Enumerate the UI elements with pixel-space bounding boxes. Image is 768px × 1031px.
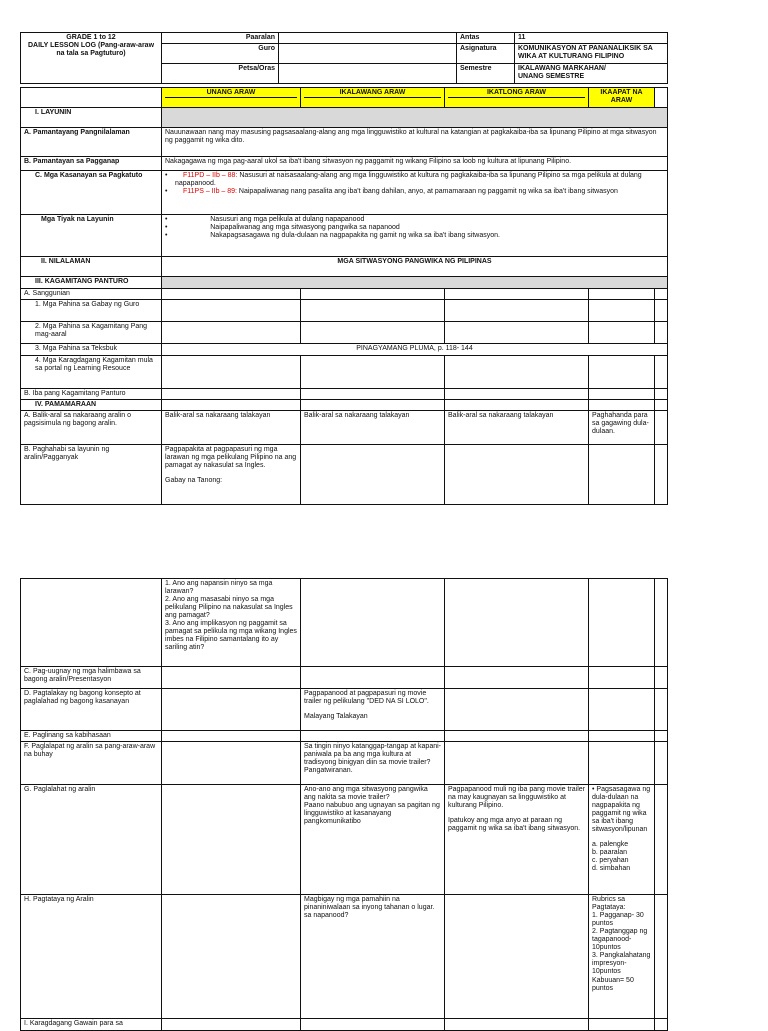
day-4-header: IKAAPAT NA ARAW [589, 88, 655, 108]
lesson-log-page-2 [20, 578, 667, 1031]
kasanayan-desc-1: Nasusuri at naisasaalang-alang ang mga lingguwistiko at kultura ng pagkakaiba-iba sa lipunang Pilipino sa mga pelikula at dulang napapanood. [175, 172, 642, 188]
paglalapat-label: F. Paglalapat ng aralin sa pang-araw-araw na buhay [21, 742, 162, 785]
log-title [21, 33, 162, 84]
antas-label: Antas [457, 33, 515, 44]
ref-gabay-label: 1. Mga Pahina sa Gabay ng Guro [21, 300, 162, 322]
paaralan-label: Paaralan [162, 33, 279, 44]
kasanayan-desc-2: Naipapaliwanag nang pasalita ang iba't ibang dahilan, anyo, at pamamaraan ng paggamit ng wika sa iba't ibang sitwasyon [236, 188, 618, 196]
kagamitang-heading: III. KAGAMITANG PANTURO [21, 277, 162, 289]
pagtalakay-day2 [301, 689, 445, 731]
pamantayang-label: A. Pamantayang Pangnilalaman [21, 128, 162, 157]
day-3-header [445, 88, 589, 108]
nilalaman-value: MGA SITWASYONG PANGWIKA NG PILIPINAS [162, 257, 668, 277]
paglalahat-day3-text-b: Ipatukoy ang mga anyo at paraan ng paggamit ng wika sa iba't ibang sitwasyon. [448, 817, 581, 833]
gabay-na-tanong: Gabay na Tanong: [165, 477, 223, 485]
ref-portal-label: 4. Mga Karagdagang Kagamitan mula sa portal ng Learning Resouce [21, 356, 162, 389]
kasanayan-text [162, 171, 668, 215]
paghahabi-label: B. Paghahabi sa layunin ng aralin/Pagganyak [21, 445, 162, 505]
kasanayan-item-2: • F11PS – IIb – 89: Naipapaliwanag nang pasalita ang iba't ibang dahilan, anyo, at pamamaraan ng paggamit ng wika sa iba't ibang sitwasyon [165, 188, 618, 196]
day-2-label: IKALAWANG ARAW [304, 89, 441, 98]
balik-aral-day3: Balik-aral sa nakaraang talakayan [445, 411, 589, 445]
layunin-heading: I. LAYUNIN [21, 108, 162, 128]
pamamaraan-heading: IV. PAMAMARAAN [21, 400, 162, 411]
asignatura-value: KOMUNIKASYON AT PANANALIKSIK SA WIKA AT KULTURANG FILIPINO [515, 44, 668, 64]
guro-label: Guro [162, 44, 279, 64]
malayang-talakayan: Malayang Talakayan [304, 713, 368, 721]
petsa-field[interactable] [279, 64, 457, 84]
tiyak-item-text: Nakapagsasagawa ng dula-dulaan na nagpapakita ng gamit ng wika sa iba't ibang sitwasyon. [210, 232, 500, 240]
lesson-log-page-1 [20, 32, 667, 505]
kasanayan-label: C. Mga Kasanayan sa Pagkatuto [21, 171, 162, 215]
kasanayan-code-2: F11PS – IIb – 89: [183, 188, 237, 196]
day-3-label: IKATLONG ARAW [448, 89, 585, 98]
day-1-header [162, 88, 301, 108]
tiyak-item-text: Naipapaliwanag ang mga sitwasyong pangwika sa napanood [210, 224, 400, 232]
paglalahat-day3 [445, 785, 589, 895]
lesson-table-1 [20, 87, 668, 505]
paglalahat-day4-text: • Pagsasagawa ng dula-dulaan na nagpapakita ng paggamit ng wika sa iba't ibang sitwasyon/lipunan [592, 786, 651, 834]
ref-teksbuk-value: PINAGYAMANG PLUMA, p. 118- 144 [162, 344, 668, 356]
tiyak-item: • Nakapagsasagawa ng dula-dulaan na nagpapakita ng gamit ng wika sa iba't ibang sitwasyon. [165, 232, 500, 240]
paaralan-field[interactable] [279, 33, 457, 44]
petsa-label: Petsa/Oras [162, 64, 279, 84]
pagtataya-day2: Magbigay ng mga pamahiin na pinaniniwalaan sa inyong tahanan o lugar. sa napanood? [301, 895, 445, 1019]
layunin-shade [162, 108, 668, 128]
paglinang-label: E. Paglinang sa kabihasaan [21, 731, 162, 742]
semestre-value [515, 64, 668, 84]
pagganap-label: B. Pamantayan sa Pagganap [21, 157, 162, 171]
paglalahat-day4 [589, 785, 655, 895]
paghahabi-day1-text: Pagpapakita at pagpapasuri ng mga larawan ng mga pelikulang Pilipino na ang pamagat ay nakasulat sa Ingles. [165, 446, 297, 470]
balik-aral-label: A. Balik-aral sa nakaraang aralin o pagsisimula ng bagong aralin. [21, 411, 162, 445]
sanggunian-label: A. Sanggunian [21, 289, 162, 300]
margin-cell [655, 88, 668, 108]
paglalahat-label: G. Paglalahat ng aralin [21, 785, 162, 895]
paglalahat-day4-list: a. palengke b. paaralan c. peryahan d. simbahan [592, 841, 631, 873]
tiyak-list [162, 215, 668, 257]
semestre-value-2: UNANG SEMESTRE [518, 73, 585, 81]
tiyak-label: Mga Tiyak na Layunin [21, 215, 162, 257]
kasanayan-code-1: F11PD – IIb – 88: [183, 172, 238, 180]
karagdagang-label: I. Karagdagang Gawain para sa [21, 1019, 162, 1031]
paglalapat-day2: Sa tingin ninyo katanggap-tangap at kapani-paniwala pa ba ang mga kultura at tradisyong binigyan diin sa movie trailer? Pangatwiranan. [301, 742, 445, 785]
balik-aral-day1: Balik-aral sa nakaraang talakayan [162, 411, 301, 445]
pagtataya-rubrics: Rubrics sa Pagtataya: 1. Pagganap- 30 puntos 2. Pagtanggap ng tagapanood-10puntos 3. Pangkalahatang impresyon-10puntos Kabuuan= 50 puntos [589, 895, 655, 1019]
title-line-2: DAILY LESSON LOG (Pang-araw-araw na tala sa Pagtuturo) [27, 42, 155, 58]
semestre-value-1: IKALAWANG MARKAHAN/ [518, 65, 606, 73]
pagganap-text: Nakagagawa ng mga pag-aaral ukol sa iba't ibang sitwasyon ng paggamit ng wikang Filipino sa loob ng kultura at lipunang Pilipino. [162, 157, 668, 171]
paghahabi-day1 [162, 445, 301, 505]
ref-teksbuk-label: 3. Mga Pahina sa Teksbuk [21, 344, 162, 356]
iba-pang-label: B. Iba pang Kagamitang Panturo [21, 389, 162, 400]
pag-uugnay-label: C. Pag-uugnay ng mga halimbawa sa bagong aralin/Presentasyon [21, 667, 162, 689]
lesson-table-2 [20, 578, 668, 1031]
antas-value: 11 [515, 33, 668, 44]
tiyak-item: • Naipapaliwanag ang mga sitwasyong pangwika sa napanood [165, 224, 400, 232]
tiyak-item-text: Nasusuri ang mga pelikula at dulang napapanood [210, 216, 365, 224]
ref-kagamitang-label: 2. Mga Pahina sa Kagamitang Pang mag-aaral [21, 322, 162, 344]
kasanayan-item-1: • F11PD – IIb – 88: Nasusuri at naisasaalang-alang ang mga lingguwistiko at kultura ng pagkakaiba-iba sa lipunang Pilipino sa mga pelikula at dulang napapanood. [165, 172, 642, 188]
asignatura-label: Asignatura [457, 44, 515, 64]
gabay-questions: 1. Ano ang napansin ninyo sa mga larawan? 2. Ano ang masasabi ninyo sa mga pelikulang Pilipino na nakasulat sa Ingles ang pamagat? 3. Ano ang implikasyon ng paggamit sa pamagat sa pelikula ng mga wikang Ingles imbes na Filipino samantalang ito ay sariling atin? [162, 579, 301, 667]
paglalahat-day2: Ano-ano ang mga sitwasyong pangwika ang nakita sa movie trailer? Paano nabubuo ang ugnayan sa pagitan ng lingguwistiko at kasanayang pangkomunikatibo [301, 785, 445, 895]
pamantayang-text: Nauunawaan nang may masusing pagsasaalang-alang ang mga lingguwistiko at kultural na katangian at pagkakaiba-iba sa lipunang Pilipino at mga sitwasyon ng paggamit ng wika dito. [162, 128, 668, 157]
balik-aral-day4: Paghahanda para sa gagawing dula-dulaan. [589, 411, 655, 445]
pagtalakay-day2-text: Pagpapanood at pagpapasuri ng movie trailer ng pelikulang "DED NA SI LOLO". [304, 690, 429, 706]
kagamitang-shade [162, 277, 668, 289]
guro-field[interactable] [279, 44, 457, 64]
title-line-1: GRADE 1 to 12 [66, 34, 116, 41]
blank-header-cell [21, 88, 162, 108]
semestre-label: Semestre [457, 64, 515, 84]
pagtataya-label: H. Pagtataya ng Aralin [21, 895, 162, 1019]
day-2-header [301, 88, 445, 108]
paglalahat-day3-text-a: Pagpapanood muli ng iba pang movie trailer na may kaugnayan sa lingguwistiko at kulturang Pilipino. [448, 786, 585, 810]
header-table [20, 32, 668, 84]
pagtalakay-label: D. Pagtalakay ng bagong konsepto at paglalahad ng bagong kasanayan [21, 689, 162, 731]
tiyak-item: • Nasusuri ang mga pelikula at dulang napapanood [165, 216, 365, 224]
day-1-label: UNANG ARAW [165, 89, 297, 98]
nilalaman-label: II. NILALAMAN [21, 257, 162, 277]
balik-aral-day2: Balik-aral sa nakaraang talakayan [301, 411, 445, 445]
